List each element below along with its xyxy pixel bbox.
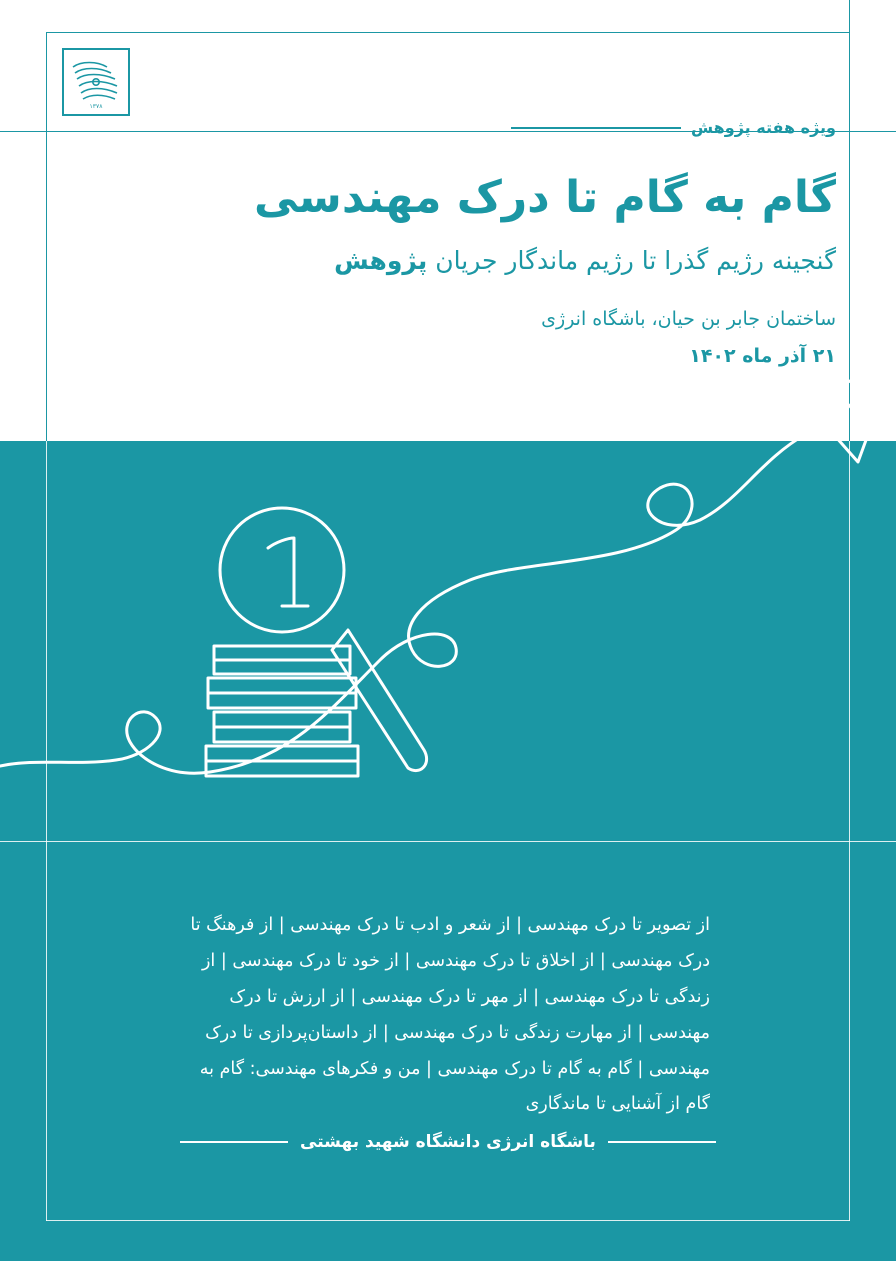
frame-line-right-top xyxy=(849,0,850,441)
eyebrow-label: ویژه هفته پژوهش xyxy=(691,118,836,137)
university-logo xyxy=(62,48,130,116)
frame-line-left-bottom xyxy=(46,441,47,1221)
frame-line-right-bottom xyxy=(849,441,850,1221)
footer-rule-right xyxy=(608,1141,716,1143)
date-text: ۲۱ آذر ماه ۱۴۰۲ xyxy=(689,345,836,367)
footer-organizer: باشگاه انرژی دانشگاه شهید بهشتی xyxy=(300,1132,596,1152)
page-subtitle xyxy=(136,244,836,278)
page-subtitle-bold: پژوهش xyxy=(334,246,428,275)
page-subtitle-normal: گنجینه رژیم گذرا تا رژیم ماندگار جریان xyxy=(427,246,836,275)
venue-text: ساختمان جابر بن حیان، باشگاه انرژی xyxy=(541,308,836,330)
eyebrow-rule xyxy=(511,127,681,129)
svg-text:۱۳۷۸: ۱۳۷۸ xyxy=(89,103,103,110)
footer-rule-left xyxy=(180,1141,288,1143)
frame-line-band-divider xyxy=(0,841,896,842)
frame-line-top xyxy=(46,32,850,33)
frame-line-left-top xyxy=(46,32,47,441)
page-title: گام به گام تا درک مهندسی xyxy=(254,172,836,223)
frame-line-bottom xyxy=(46,1220,850,1221)
topics-list: از تصویر تا درک مهندسی | از شعر و ادب تا درک مهندسی | از فرهنگ تا درک مهندسی | از اخلاق تا درک مهندسی | از خود تا درک مهندسی | از زندگی تا درک مهندسی | از مهر تا درک مهندسی | از ارزش تا درک مهندسی | از مهارت زندگی تا درک مهندسی | از داستان‌پردازی تا درک مهندسی | گام به گام تا درک مهندسی | من و فکرهای مهندسی: گام به گام از آشنایی تا ماندگاری xyxy=(190,915,710,1115)
footer xyxy=(0,1132,896,1152)
eyebrow xyxy=(511,118,836,137)
